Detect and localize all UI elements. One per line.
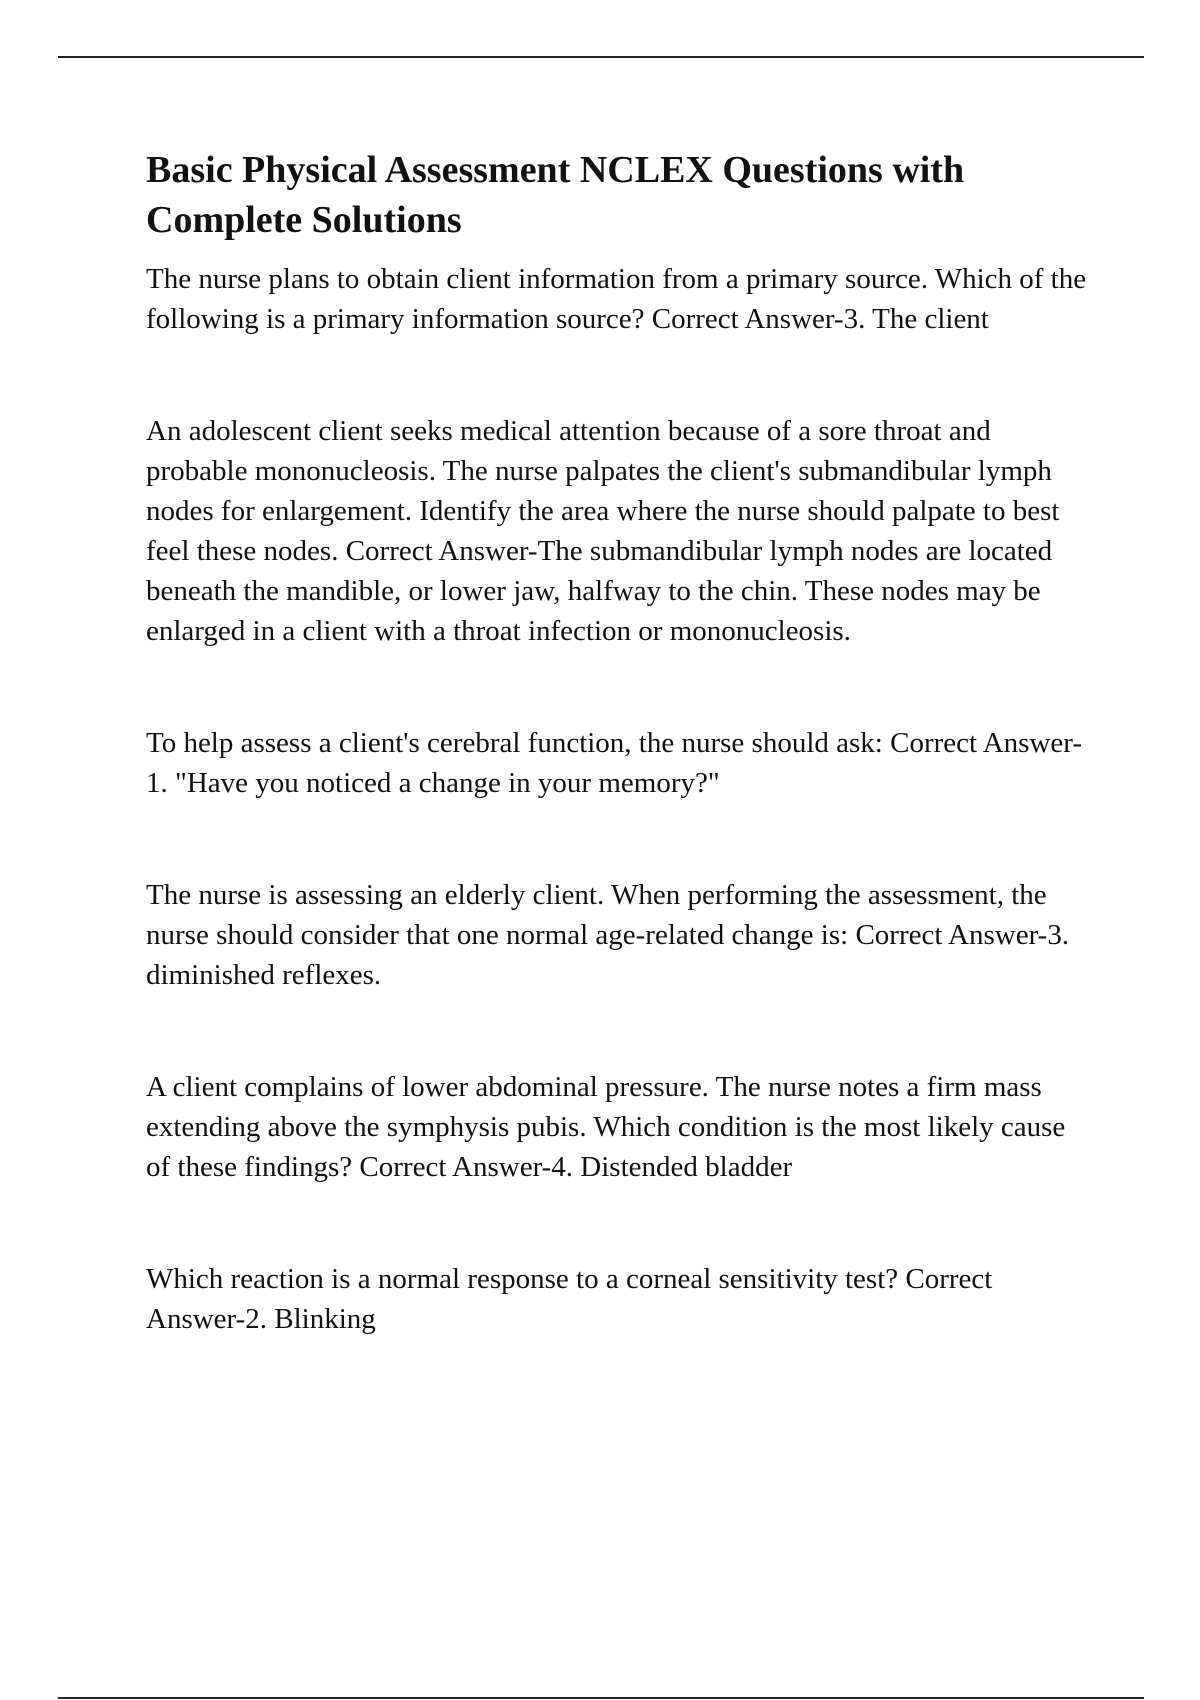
top-rule — [58, 56, 1144, 58]
question-answer-5: A client complains of lower abdominal pressure. The nurse notes a firm mass extending above the symphysis pubis. Which condition is the most likely cause of these findings? Correct Answer-4. Distended bladder — [146, 1071, 1066, 1183]
question-answer-1: The nurse plans to obtain client information from a primary source. Which of the following is a primary information source? Correct Answer-3. The client — [146, 263, 1087, 335]
bottom-rule — [58, 1697, 1144, 1699]
document-body — [146, 145, 1096, 1411]
question-answer-4: The nurse is assessing an elderly client. When performing the assessment, the nurse should consider that one normal age-related change is: Correct Answer-3. diminished reflexes. — [146, 879, 1070, 991]
question-answer-6: Which reaction is a normal response to a corneal sensitivity test? Correct Answer-2. Blinking — [146, 1263, 993, 1335]
question-answer-3: To help assess a client's cerebral function, the nurse should ask: Correct Answer-1. "Have you noticed a change in your memory?" — [146, 727, 1082, 799]
document-title: Basic Physical Assessment NCLEX Questions with Complete Solutions — [146, 149, 965, 241]
question-answer-2: An adolescent client seeks medical attention because of a sore throat and probable mononucleosis. The nurse palpates the client's submandibular lymph nodes for enlargement. Identify the area where the nurse should palpate to best feel these nodes. Correct Answer-The submandibular lymph nodes are located beneath the mandible, or lower jaw, halfway to the chin. These nodes may be enlarged in a client with a throat infection or mononucleosis. — [146, 415, 1060, 647]
